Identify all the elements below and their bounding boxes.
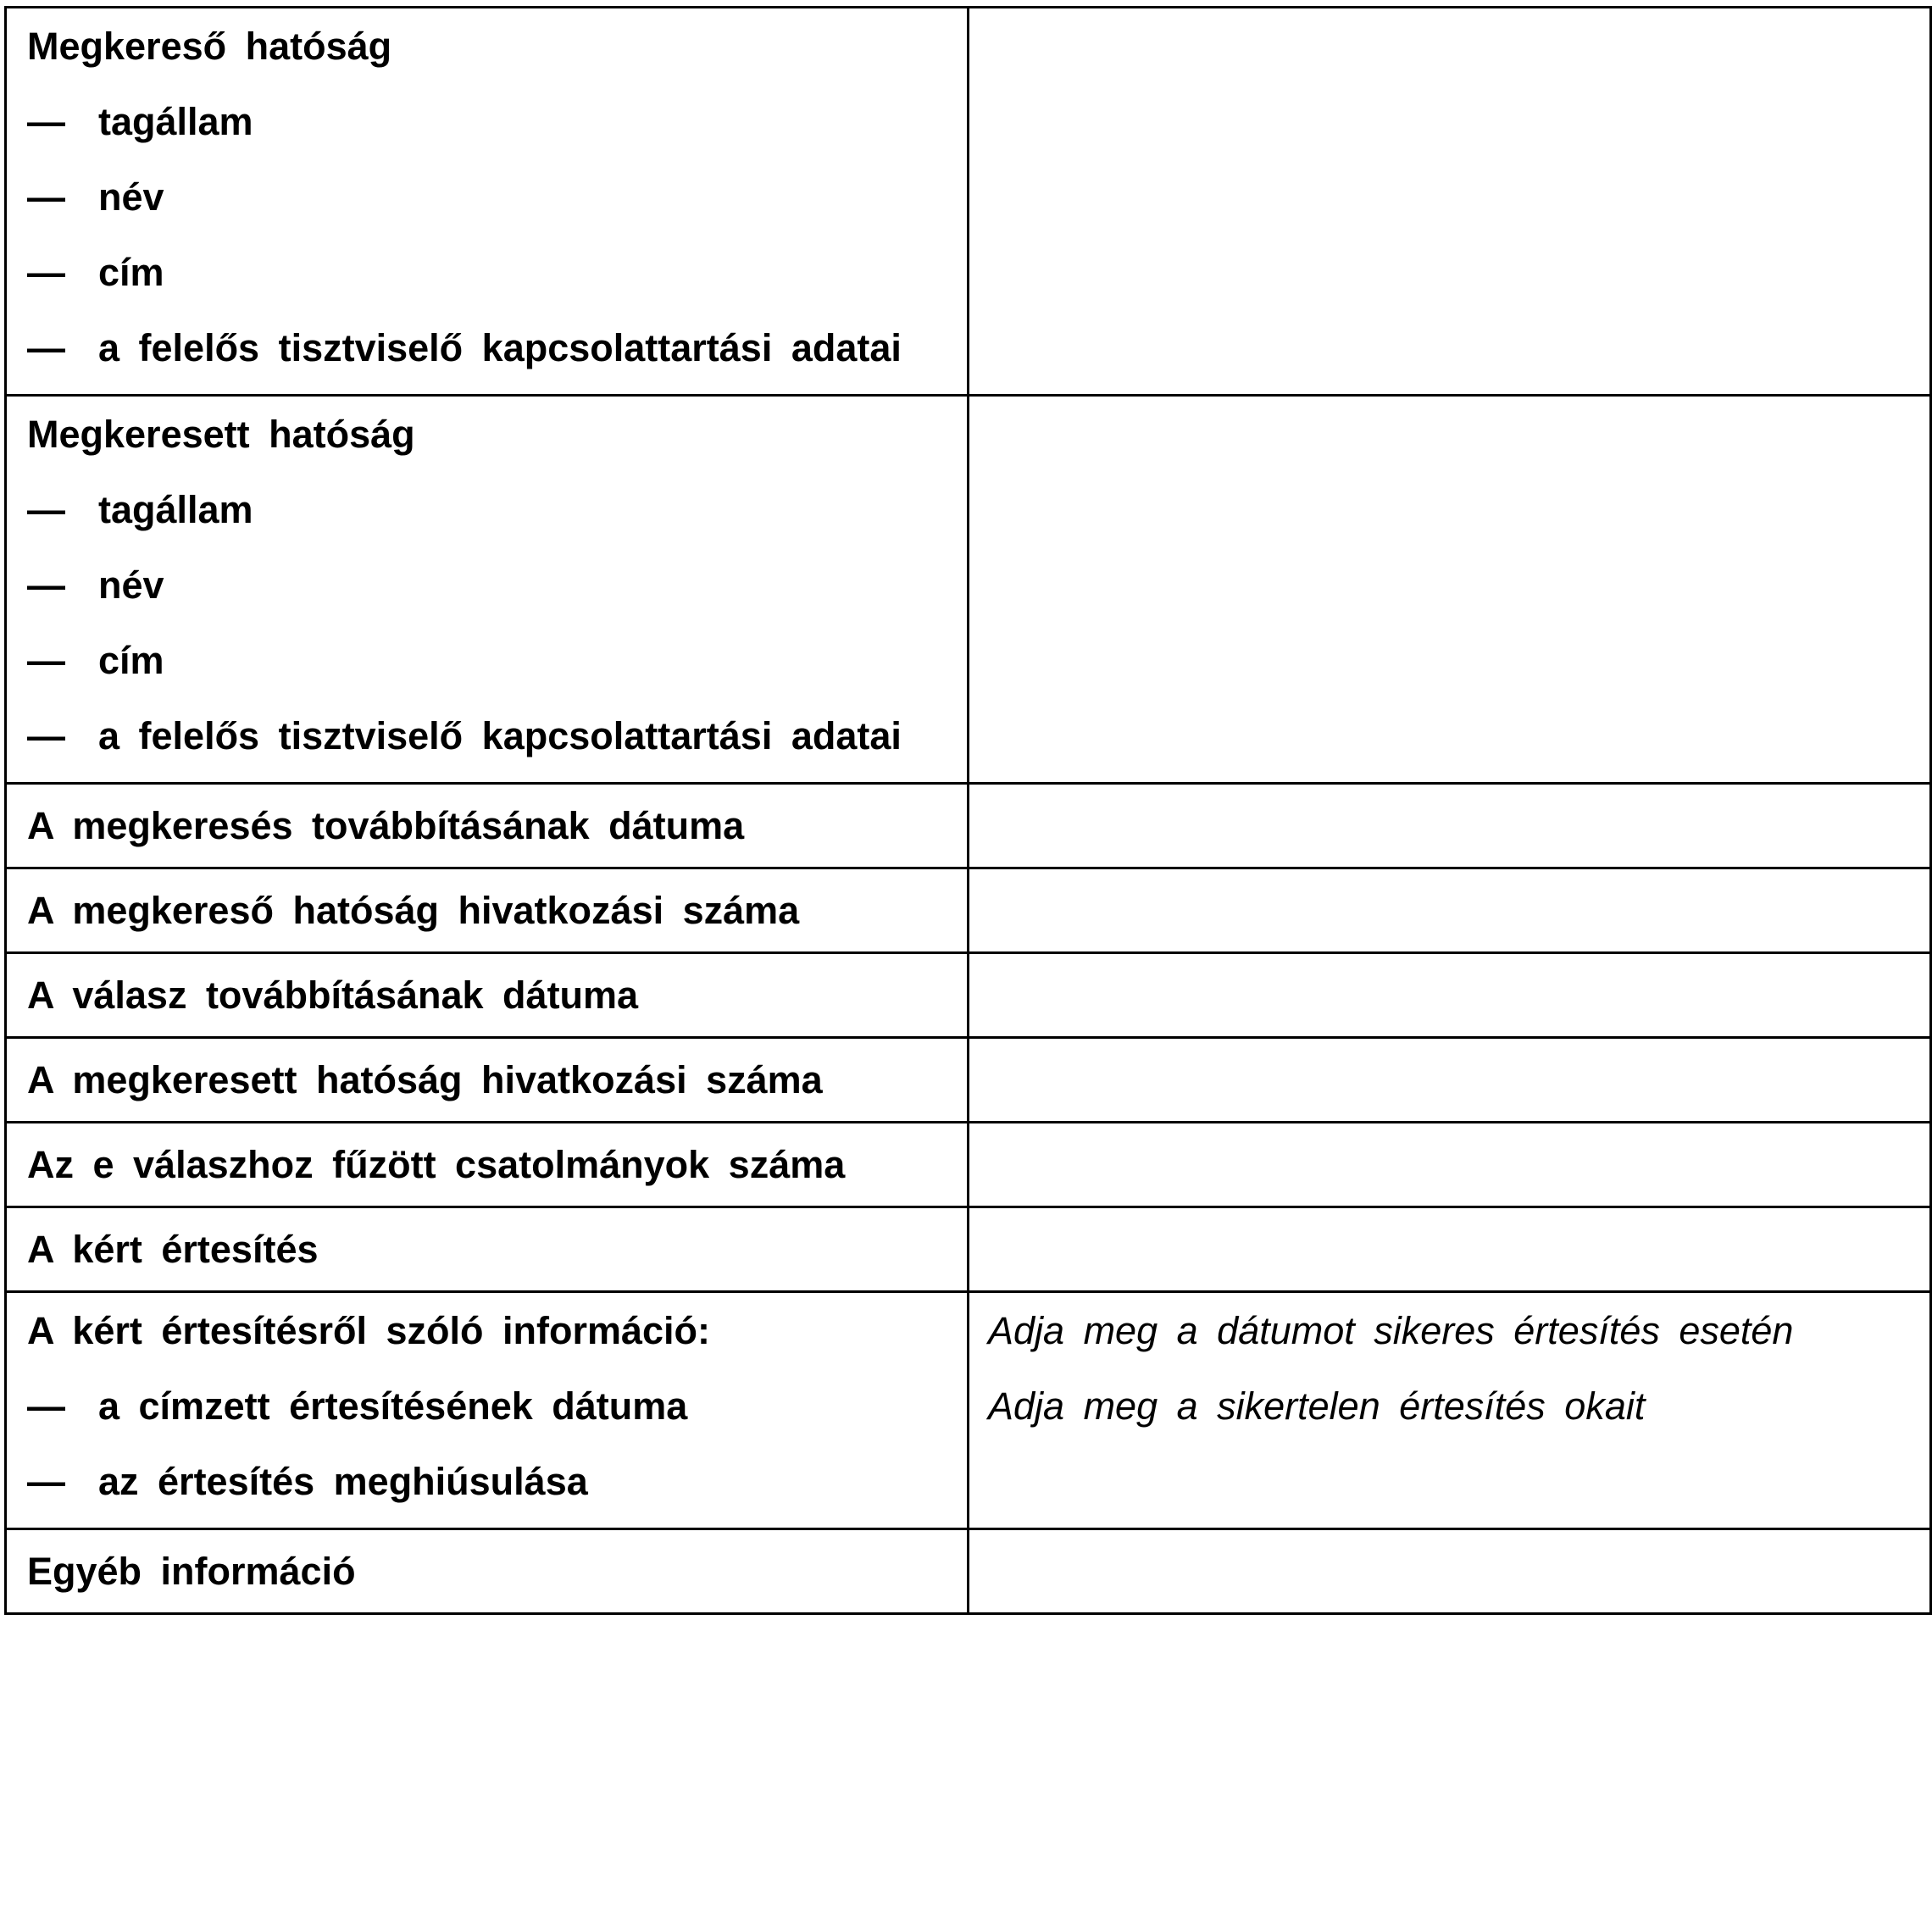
- dash-marker: —: [27, 326, 65, 369]
- reply-transmission-date-row: [6, 953, 1931, 1038]
- requested-notification-label-cell: [6, 1207, 969, 1292]
- requested-authority-item-contact: [7, 698, 967, 774]
- notification-info-item-date: [7, 1368, 967, 1444]
- dash-marker: —: [27, 175, 65, 219]
- requested-authority-item-member-state: [7, 472, 967, 547]
- notification-date-hint: Adja meg a dátumot sikeres értesítés esetén: [988, 1309, 1794, 1352]
- reply-transmission-date-label: A válasz továbbításának dátuma: [27, 974, 639, 1017]
- notification-info-item-failure: [7, 1444, 967, 1519]
- requesting-authority-item-address: [7, 235, 967, 310]
- requesting-reference-number-row: [6, 868, 1931, 953]
- requested-notification-row: [6, 1207, 1931, 1292]
- requesting-authority-title: Megkereső hatóság: [27, 25, 392, 68]
- requesting-authority-item-member-state: [7, 84, 967, 159]
- requesting-reference-number-label-cell: [6, 868, 969, 953]
- other-info-label-cell: [6, 1529, 969, 1614]
- dash-marker: —: [27, 1384, 65, 1428]
- requesting-authority-item-name: [7, 159, 967, 235]
- requested-reference-number-value-cell[interactable]: [969, 1038, 1931, 1123]
- requested-reference-number-label-cell: [6, 1038, 969, 1123]
- dash-marker: —: [27, 100, 65, 143]
- attachments-count-value-cell[interactable]: [969, 1123, 1931, 1207]
- request-transmission-date-row: [6, 784, 1931, 868]
- item-label: a felelős tisztviselő kapcsolattartási adatai: [98, 714, 902, 757]
- requested-authority-item-name: [7, 547, 967, 623]
- item-label: tagállam: [98, 100, 253, 143]
- dash-marker: —: [27, 563, 65, 607]
- dash-marker: —: [27, 251, 65, 294]
- item-label: név: [98, 563, 164, 607]
- reply-transmission-date-value-cell[interactable]: [969, 953, 1931, 1038]
- notification-failure-hint: Adja meg a sikertelen értesítés okait: [988, 1384, 1646, 1428]
- dash-marker: —: [27, 639, 65, 682]
- item-label: a felelős tisztviselő kapcsolattartási adatai: [98, 326, 902, 369]
- requesting-reference-number-label: A megkereső hatóság hivatkozási száma: [27, 889, 800, 932]
- other-info-row: [6, 1529, 1931, 1614]
- item-label: cím: [98, 639, 164, 682]
- requested-authority-title: Megkeresett hatóság: [27, 413, 415, 456]
- item-label: tagállam: [98, 488, 253, 531]
- item-label: név: [98, 175, 164, 219]
- dash-marker: —: [27, 1460, 65, 1503]
- requested-notification-value-cell[interactable]: [969, 1207, 1931, 1292]
- notification-info-label-cell: [6, 1292, 969, 1529]
- notification-info-value-cell[interactable]: [969, 1292, 1931, 1529]
- requesting-authority-value-cell[interactable]: [969, 8, 1931, 396]
- requested-authority-row: [6, 396, 1931, 784]
- requested-reference-number-label: A megkeresett hatóság hivatkozási száma: [27, 1058, 823, 1101]
- item-label: a címzett értesítésének dátuma: [98, 1384, 688, 1428]
- requested-notification-label: A kért értesítés: [27, 1228, 319, 1271]
- requested-authority-value-cell[interactable]: [969, 396, 1931, 784]
- dash-marker: —: [27, 714, 65, 757]
- item-label: cím: [98, 251, 164, 294]
- request-transmission-date-label-cell: [6, 784, 969, 868]
- request-transmission-date-label: A megkeresés továbbításának dátuma: [27, 804, 745, 847]
- notification-info-row: [6, 1292, 1931, 1529]
- requested-reference-number-row: [6, 1038, 1931, 1123]
- other-info-value-cell[interactable]: [969, 1529, 1931, 1614]
- dash-marker: —: [27, 488, 65, 531]
- request-transmission-date-value-cell[interactable]: [969, 784, 1931, 868]
- notification-info-title: A kért értesítésről szóló információ:: [27, 1309, 711, 1352]
- other-info-label: Egyéb információ: [27, 1550, 356, 1593]
- requested-authority-label-cell: [6, 396, 969, 784]
- requested-authority-item-address: [7, 623, 967, 698]
- requesting-reference-number-value-cell[interactable]: [969, 868, 1931, 953]
- requesting-authority-row: [6, 8, 1931, 396]
- request-reply-form-table: [4, 6, 1932, 1615]
- attachments-count-label-cell: [6, 1123, 969, 1207]
- attachments-count-row: [6, 1123, 1931, 1207]
- reply-transmission-date-label-cell: [6, 953, 969, 1038]
- requesting-authority-label-cell: [6, 8, 969, 396]
- item-label: az értesítés meghiúsulása: [98, 1460, 588, 1503]
- requesting-authority-item-contact: [7, 310, 967, 386]
- attachments-count-label: Az e válaszhoz fűzött csatolmányok száma: [27, 1143, 846, 1186]
